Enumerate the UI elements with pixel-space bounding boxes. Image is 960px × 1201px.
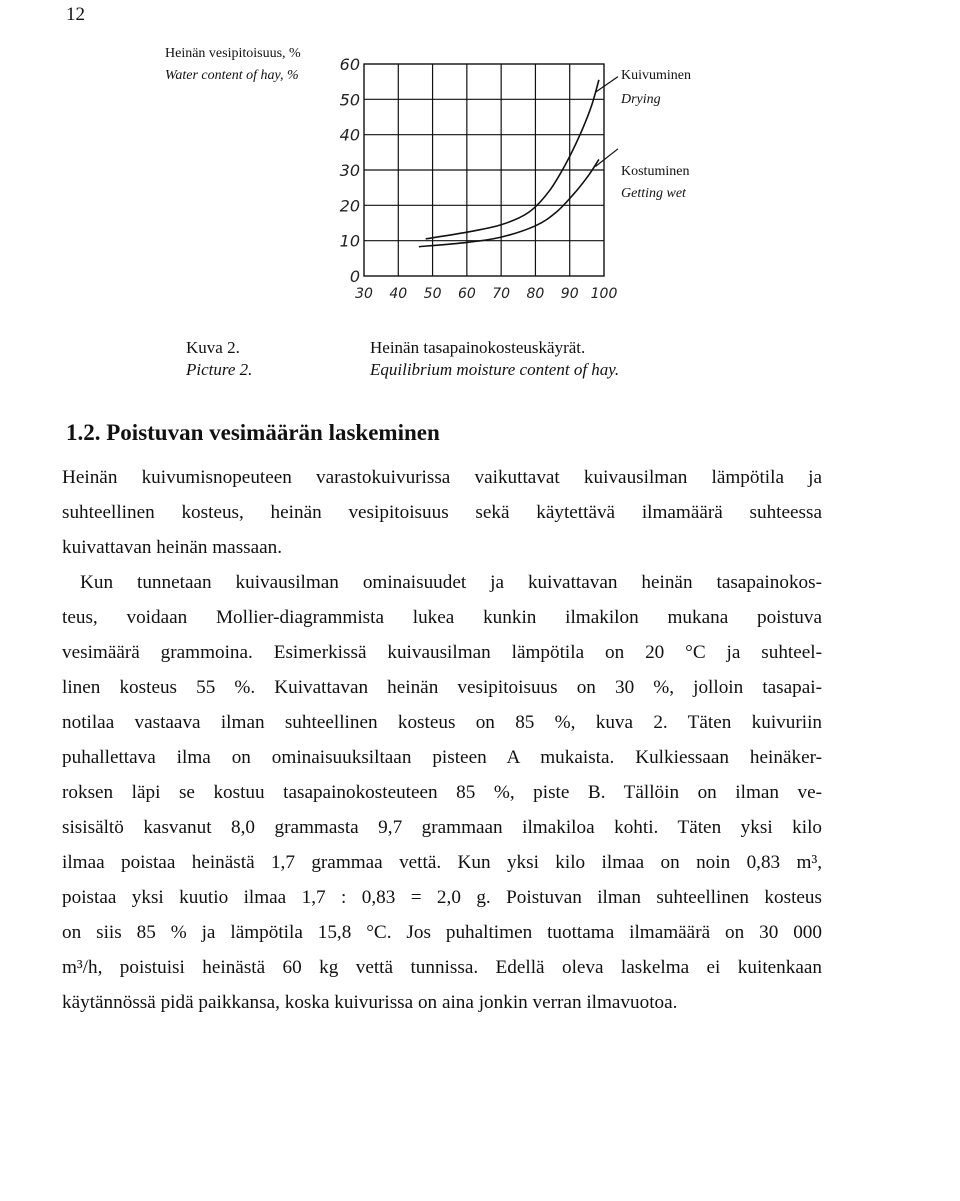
y-axis-label-fi: Heinän vesipitoisuus, % — [165, 46, 301, 61]
y-tick-label: 50 — [339, 90, 360, 110]
legend-drying-en: Drying — [621, 92, 661, 107]
legend-leader-drying — [595, 77, 618, 93]
legend-leader-wetting — [595, 149, 618, 167]
section-heading: 1.2. Poistuvan vesimäärän laskeminen — [66, 420, 440, 445]
legend-wetting-fi: Kostuminen — [621, 164, 690, 179]
paragraph-line: m³/h, poistuisi heinästä 60 kg vettä tunnissa. Edellä oleva laskelma ei kuitenkaan — [62, 957, 822, 978]
moisture-chart — [330, 56, 630, 306]
paragraph-1 — [62, 460, 822, 565]
paragraph-line: kuivattavan heinän massaan. — [62, 537, 283, 558]
y-tick-label: 30 — [339, 161, 360, 180]
paragraph-line: sisisältö kasvanut 8,0 grammasta 9,7 grammaan ilmakiloa kohti. Täten yksi kilo — [62, 817, 822, 838]
page-number: 12 — [66, 4, 85, 25]
y-axis-label-en: Water content of hay, % — [165, 68, 299, 83]
x-tick-labels — [355, 286, 617, 302]
y-tick-label: 0 — [349, 267, 360, 286]
series-line-drying — [426, 80, 599, 239]
chart-series — [419, 77, 618, 247]
paragraph-line: käytännössä pidä paikkansa, koska kuivurissa on aina jonkin verran ilmavuotoa. — [62, 992, 678, 1013]
paragraph-line: suhteellinen kosteus, heinän vesipitoisuus sekä käytettävä ilmamäärä suhteessa — [62, 502, 822, 523]
legend-drying-fi: Kuivuminen — [621, 68, 691, 83]
x-tick-label: 60 — [457, 286, 476, 302]
legend-wetting-en: Getting wet — [621, 186, 686, 201]
paragraph-line: ilmaa poistaa heinästä 1,7 grammaa vettä. Kun yksi kilo ilmaa on noin 0,83 m³, — [62, 852, 822, 873]
paragraph-line: Kun tunnetaan kuivausilman ominaisuudet ja kuivattavan heinän tasapainokos- — [80, 572, 822, 593]
y-tick-label: 40 — [339, 125, 360, 145]
paragraph-line: notilaa vastaava ilman suhteellinen kosteus on 85 %, kuva 2. Täten kuivuriin — [62, 712, 822, 733]
caption-title-fi: Heinän tasapainokosteuskäyrät. — [370, 338, 586, 357]
caption-label-fi: Kuva 2. — [186, 338, 240, 357]
x-tick-label: 100 — [590, 286, 618, 302]
paragraph-line: linen kosteus 55 %. Kuivattavan heinän vesipitoisuus on 30 %, jolloin tasapai- — [62, 677, 822, 698]
y-tick-label: 60 — [339, 56, 360, 74]
paragraph-line: Heinän kuivumisnopeuteen varastokuivurissa vaikuttavat kuivausilman lämpötila ja — [62, 467, 822, 488]
x-tick-label: 40 — [389, 286, 408, 302]
paragraph-line: puhallettava ilma on ominaisuuksiltaan pisteen A mukaista. Kulkiessaan heinäker- — [62, 747, 822, 768]
x-tick-label: 50 — [423, 286, 442, 302]
x-tick-label: 90 — [560, 286, 579, 302]
caption-title-en: Equilibrium moisture content of hay. — [370, 360, 620, 379]
paragraph-line: poistaa yksi kuutio ilmaa 1,7 : 0,83 = 2,0 g. Poistuvan ilman suhteellinen kosteus — [62, 887, 822, 908]
paragraph-line: teus, voidaan Mollier-diagrammista lukea kunkin ilmakilon mukana poistuva — [62, 607, 822, 628]
y-tick-label: 20 — [339, 196, 360, 216]
x-tick-label: 70 — [492, 286, 511, 302]
y-tick-label: 10 — [339, 231, 360, 251]
paragraph-line: roksen läpi se kostuu tasapainokosteuteen 85 %, piste B. Tällöin on ilman ve- — [62, 782, 822, 803]
x-tick-label: 80 — [526, 286, 545, 302]
x-tick-label: 30 — [355, 286, 373, 302]
series-line-wetting — [419, 159, 599, 246]
caption-label-en: Picture 2. — [186, 360, 253, 379]
paragraph-line: vesimäärä grammoina. Esimerkissä kuivausilman lämpötila on 20 °C ja suhteel- — [62, 642, 822, 663]
chart-grid — [364, 64, 604, 276]
y-tick-labels — [340, 56, 360, 286]
paragraph-2 — [62, 565, 822, 1020]
paragraph-line: on siis 85 % ja lämpötila 15,8 °C. Jos puhaltimen tuottama ilmamäärä on 30 000 — [62, 922, 822, 943]
